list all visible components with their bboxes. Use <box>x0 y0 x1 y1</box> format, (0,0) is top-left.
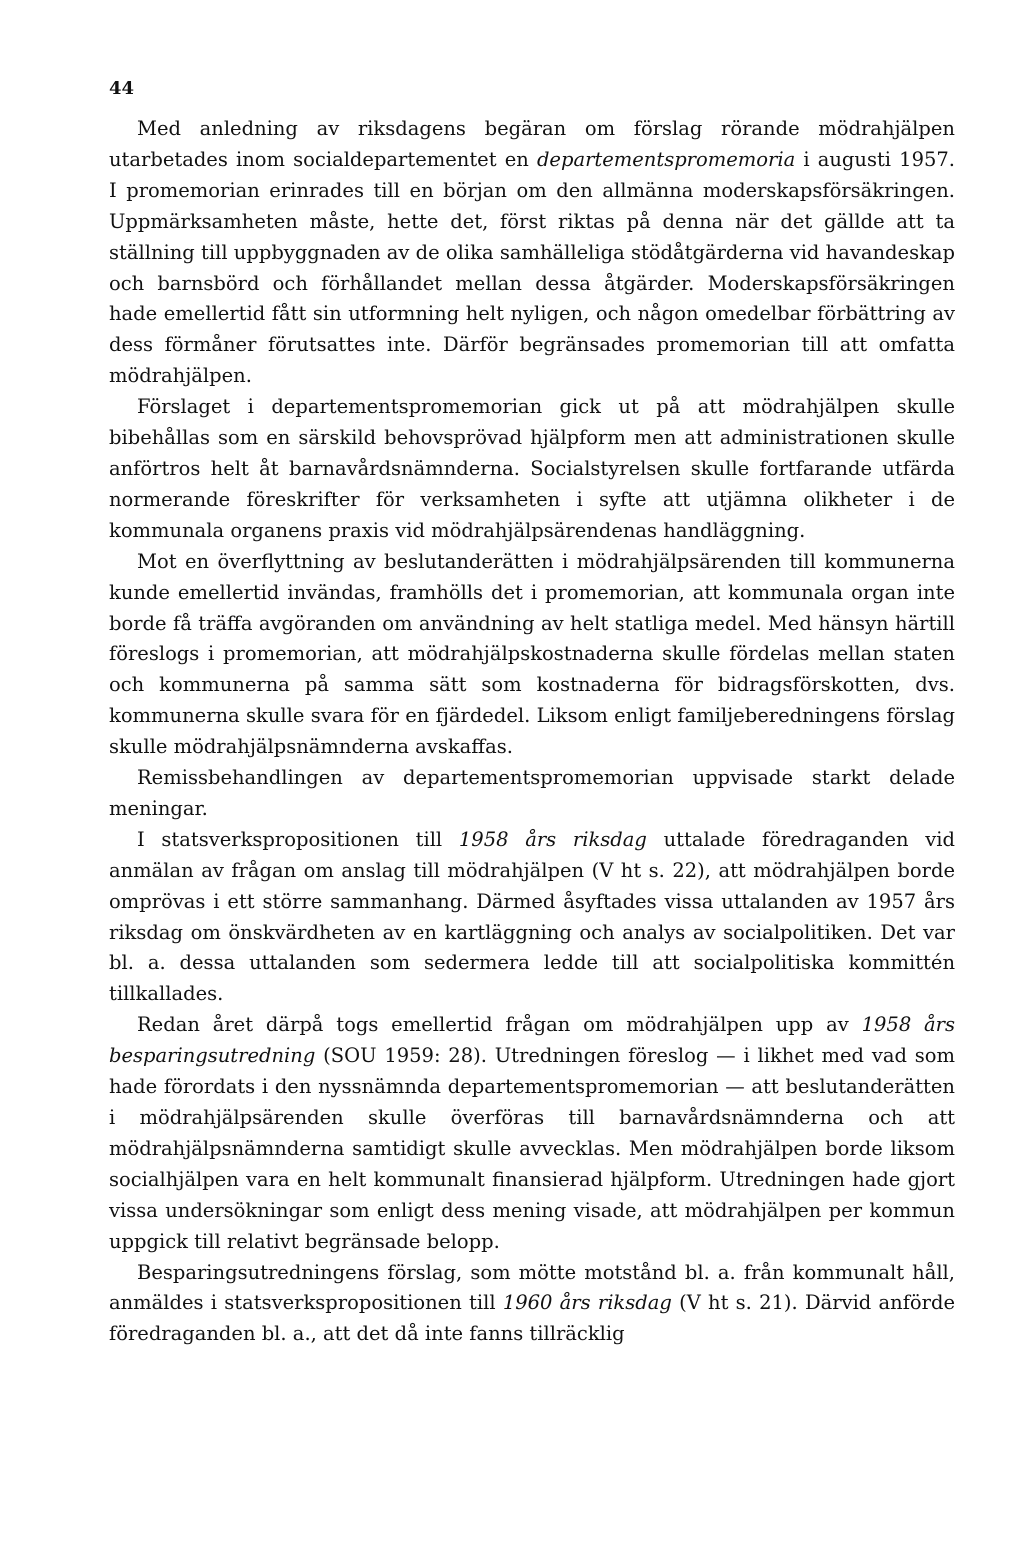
paragraph-7-text-cont: (V ht s. 21). Därvid anförde föredraganden bl. a., att det då inte fanns tillräcklig <box>109 1291 956 1346</box>
body-text <box>109 114 955 1350</box>
paragraph-6 <box>109 1010 955 1257</box>
paragraph-3: Mot en överflyttning av beslutanderätten i mödrahjälpsärenden till kommunerna kunde emellertid invändas, framhölls det i promemorian, att kommunala organ inte borde få träffa avgöranden om användning av helt statliga medel. Med hänsyn härtill föreslogs i promemorian, att mödrahjälpskostnaderna skulle fördelas mellan staten och kommunerna på samma sätt som kostnaderna för bidragsförskotten, dvs. kommunerna skulle svara för en fjärdedel. Liksom enligt familjeberedningens förslag skulle mödrahjälpsnämnderna avskaffas. <box>109 549 955 759</box>
paragraph-2: Förslaget i departementspromemorian gick ut på att mödrahjälpen skulle bibehållas som en särskild behovsprövad hjälpform men att administrationen skulle anförtros helt åt barnavårdsnämnderna. Socialstyrelsen skulle fortfarande utfärda normerande föreskrifter för verksamheten i syfte att utjämna olikheter i de kommunala organens praxis vid mödrahjälpsärendenas handläggning. <box>109 395 955 542</box>
paragraph-5-italic: 1958 års riksdag <box>458 827 647 851</box>
paragraph-7-italic: 1960 års riksdag <box>502 1291 672 1315</box>
paragraph-6-text-cont: (SOU 1959: 28). Utredningen föreslog — i likhet med vad som hade förordats i den nyssnämnda departementspromemorian — att beslutanderätten i mödrahjälpsärenden skulle överföras till barnavårdsnämnderna och att mödrahjälpsnämnderna samtidigt skulle avvecklas. Men mödrahjälpen borde liksom socialhjälpen vara en helt kommunalt finansierad hjälpform. Utredningen hade gjort vissa undersökningar som enligt dess mening visade, att mödrahjälpen per kommun uppgick till relativt begränsade belopp. <box>109 1044 955 1253</box>
page-number: 44 <box>109 78 135 99</box>
paragraph-6-text: Redan året därpå togs emellertid frågan om mödrahjälpen upp av <box>137 1013 862 1037</box>
paragraph-4: Remissbehandlingen av departementspromemorian uppvisade starkt delade meningar. <box>109 766 955 820</box>
paragraph-1-text-cont: i augusti 1957. I promemorian erinrades till en början om den allmänna moderskapsförsäkringen. Uppmärksamheten måste, hette det, först riktas på denna när det gällde att ta ställning till uppbyggnaden av de olika samhälleliga stödåtgärderna vid havandeskap och barnsbörd och förhållandet mellan dessa åtgärder. Moderskapsförsäkringen hade emellertid fått sin utformning helt nyligen, och någon omedelbar förbättring av dess förmåner förutsattes inte. Därför begränsades promemorian till att omfatta mödrahjälpen. <box>109 147 955 388</box>
paragraph-6-italic: 1958 års besparingsutredning <box>109 1013 956 1068</box>
paragraph-5 <box>109 825 955 1010</box>
paragraph-1-text: Med anledning av riksdagens begäran om förslag rörande mödrahjälpen utarbetades inom socialdepartementet en <box>109 117 955 171</box>
paragraph-1 <box>109 114 955 392</box>
paragraph-5-text: I statsverkspropositionen till <box>137 827 459 851</box>
paragraph-5-text-cont: uttalade föredraganden vid anmälan av frågan om anslag till mödrahjälpen (V ht s. 22), att mödrahjälpen borde omprövas i ett större sammanhang. Därmed åsyftades vissa uttalanden av 1957 års riksdag om önskvärdheten av en kartläggning och analys av socialpolitiken. Det var bl. a. dessa uttalanden som sedermera ledde till att socialpolitiska kommittén tillkallades. <box>109 827 955 1006</box>
paragraph-7 <box>109 1258 955 1351</box>
paragraph-7-text: Besparingsutredningens förslag, som mötte motstånd bl. a. från kommunalt håll, anmäldes i statsverkspropositionen till <box>109 1260 955 1315</box>
paragraph-1-italic: departementspromemoria <box>536 147 796 171</box>
